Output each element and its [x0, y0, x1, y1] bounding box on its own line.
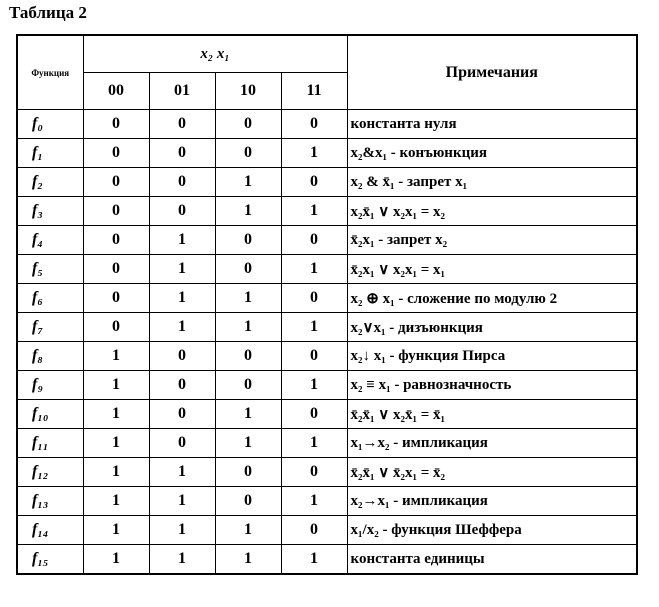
truth-value: 1	[215, 400, 281, 429]
truth-value: 0	[149, 197, 215, 226]
truth-table	[16, 34, 638, 575]
function-name: f₂	[17, 168, 83, 197]
truth-value: 0	[83, 255, 149, 284]
truth-value: 0	[281, 458, 347, 487]
truth-value: 1	[83, 429, 149, 458]
truth-value: 0	[281, 110, 347, 139]
function-name: f₀	[17, 110, 83, 139]
table-body	[17, 110, 637, 575]
truth-value: 1	[83, 400, 149, 429]
truth-value: 0	[215, 487, 281, 516]
truth-value: 0	[149, 342, 215, 371]
truth-value: 1	[149, 458, 215, 487]
function-note: x₂∨x₁ - дизъюнкция	[347, 313, 637, 342]
function-name: f₁₂	[17, 458, 83, 487]
table-row	[17, 139, 637, 168]
truth-value: 1	[215, 313, 281, 342]
truth-value: 1	[83, 342, 149, 371]
function-name: f₁₃	[17, 487, 83, 516]
truth-value: 0	[215, 139, 281, 168]
truth-value: 1	[149, 487, 215, 516]
table-row	[17, 342, 637, 371]
truth-value: 0	[215, 458, 281, 487]
truth-value: 0	[215, 110, 281, 139]
function-name: f₇	[17, 313, 83, 342]
truth-value: 0	[281, 516, 347, 545]
table-row	[17, 371, 637, 400]
truth-value: 0	[281, 342, 347, 371]
table-row	[17, 168, 637, 197]
function-note: x₂ ⊕ x₁ - сложение по модулю 2	[347, 284, 637, 313]
truth-value: 1	[149, 226, 215, 255]
truth-value: 0	[149, 139, 215, 168]
function-name: f₉	[17, 371, 83, 400]
function-note: x₂↓ x₁ - функция Пирса	[347, 342, 637, 371]
truth-value: 0	[83, 197, 149, 226]
truth-value: 0	[215, 226, 281, 255]
truth-value: 1	[215, 284, 281, 313]
truth-value: 1	[281, 255, 347, 284]
truth-value: 1	[83, 545, 149, 575]
table-row	[17, 429, 637, 458]
table-row	[17, 197, 637, 226]
truth-value: 1	[281, 313, 347, 342]
function-note: x₂&x₁ - конъюнкция	[347, 139, 637, 168]
truth-value: 0	[83, 226, 149, 255]
header-notes: Примечания	[347, 35, 637, 110]
truth-value: 1	[281, 429, 347, 458]
header-variables: x₂ x₁	[83, 35, 347, 73]
truth-value: 1	[281, 139, 347, 168]
truth-value: 0	[83, 168, 149, 197]
function-note: x₂ & x̄₁ - запрет x₁	[347, 168, 637, 197]
truth-value: 1	[215, 197, 281, 226]
truth-value: 1	[149, 545, 215, 575]
function-note: x̄₂x₁ ∨ x₂x₁ = x₁	[347, 255, 637, 284]
header-function: Функция	[17, 35, 83, 110]
truth-value: 1	[281, 487, 347, 516]
truth-value: 0	[281, 400, 347, 429]
function-name: f₁₅	[17, 545, 83, 575]
table-row	[17, 487, 637, 516]
truth-value: 1	[149, 313, 215, 342]
function-name: f₆	[17, 284, 83, 313]
function-note: x̄₂x₁ - запрет x₂	[347, 226, 637, 255]
table-row	[17, 110, 637, 139]
truth-value: 0	[215, 255, 281, 284]
truth-value: 1	[83, 516, 149, 545]
truth-value: 0	[149, 429, 215, 458]
function-name: f₄	[17, 226, 83, 255]
truth-value: 0	[281, 284, 347, 313]
truth-value: 1	[83, 458, 149, 487]
header-code: 01	[149, 73, 215, 110]
truth-value: 1	[281, 545, 347, 575]
function-name: f₈	[17, 342, 83, 371]
function-note: константа единицы	[347, 545, 637, 575]
function-note: x̄₂x̄₁ ∨ x₂x̄₁ = x̄₁	[347, 400, 637, 429]
truth-value: 0	[83, 139, 149, 168]
truth-value: 0	[83, 110, 149, 139]
truth-value: 0	[149, 400, 215, 429]
header-code: 10	[215, 73, 281, 110]
truth-value: 1	[215, 516, 281, 545]
function-name: f₃	[17, 197, 83, 226]
truth-value: 1	[281, 197, 347, 226]
header-code: 00	[83, 73, 149, 110]
table-row	[17, 284, 637, 313]
table-row	[17, 400, 637, 429]
truth-value: 1	[149, 255, 215, 284]
table-row	[17, 516, 637, 545]
truth-value: 1	[215, 545, 281, 575]
truth-value: 1	[149, 516, 215, 545]
truth-value: 1	[83, 487, 149, 516]
function-name: f₁	[17, 139, 83, 168]
truth-value: 1	[281, 371, 347, 400]
truth-value: 0	[149, 168, 215, 197]
table-row	[17, 458, 637, 487]
function-note: константа нуля	[347, 110, 637, 139]
truth-value: 1	[149, 284, 215, 313]
function-note: x₂x̄₁ ∨ x₂x₁ = x₂	[347, 197, 637, 226]
function-name: f₅	[17, 255, 83, 284]
table-row	[17, 255, 637, 284]
truth-value: 1	[215, 429, 281, 458]
table-row	[17, 226, 637, 255]
truth-value: 0	[215, 371, 281, 400]
table-row	[17, 545, 637, 575]
table-caption: Таблица 2	[9, 3, 87, 22]
header-code: 11	[281, 73, 347, 110]
function-note: x₁/x₂ - функция Шеффера	[347, 516, 637, 545]
function-note: x₁→x₂ - импликация	[347, 429, 637, 458]
truth-value: 0	[149, 110, 215, 139]
function-name: f₁₀	[17, 400, 83, 429]
truth-value: 0	[281, 168, 347, 197]
truth-value: 0	[149, 371, 215, 400]
truth-value: 0	[83, 313, 149, 342]
function-note: x₂ ≡ x₁ - равнозначность	[347, 371, 637, 400]
function-name: f₁₄	[17, 516, 83, 545]
truth-value: 0	[215, 342, 281, 371]
function-note: x₂→x₁ - импликация	[347, 487, 637, 516]
truth-value: 1	[83, 371, 149, 400]
truth-value: 1	[215, 168, 281, 197]
truth-value: 0	[83, 284, 149, 313]
truth-value: 0	[281, 226, 347, 255]
table-row	[17, 313, 637, 342]
function-name: f₁₁	[17, 429, 83, 458]
function-note: x̄₂x̄₁ ∨ x̄₂x₁ = x̄₂	[347, 458, 637, 487]
